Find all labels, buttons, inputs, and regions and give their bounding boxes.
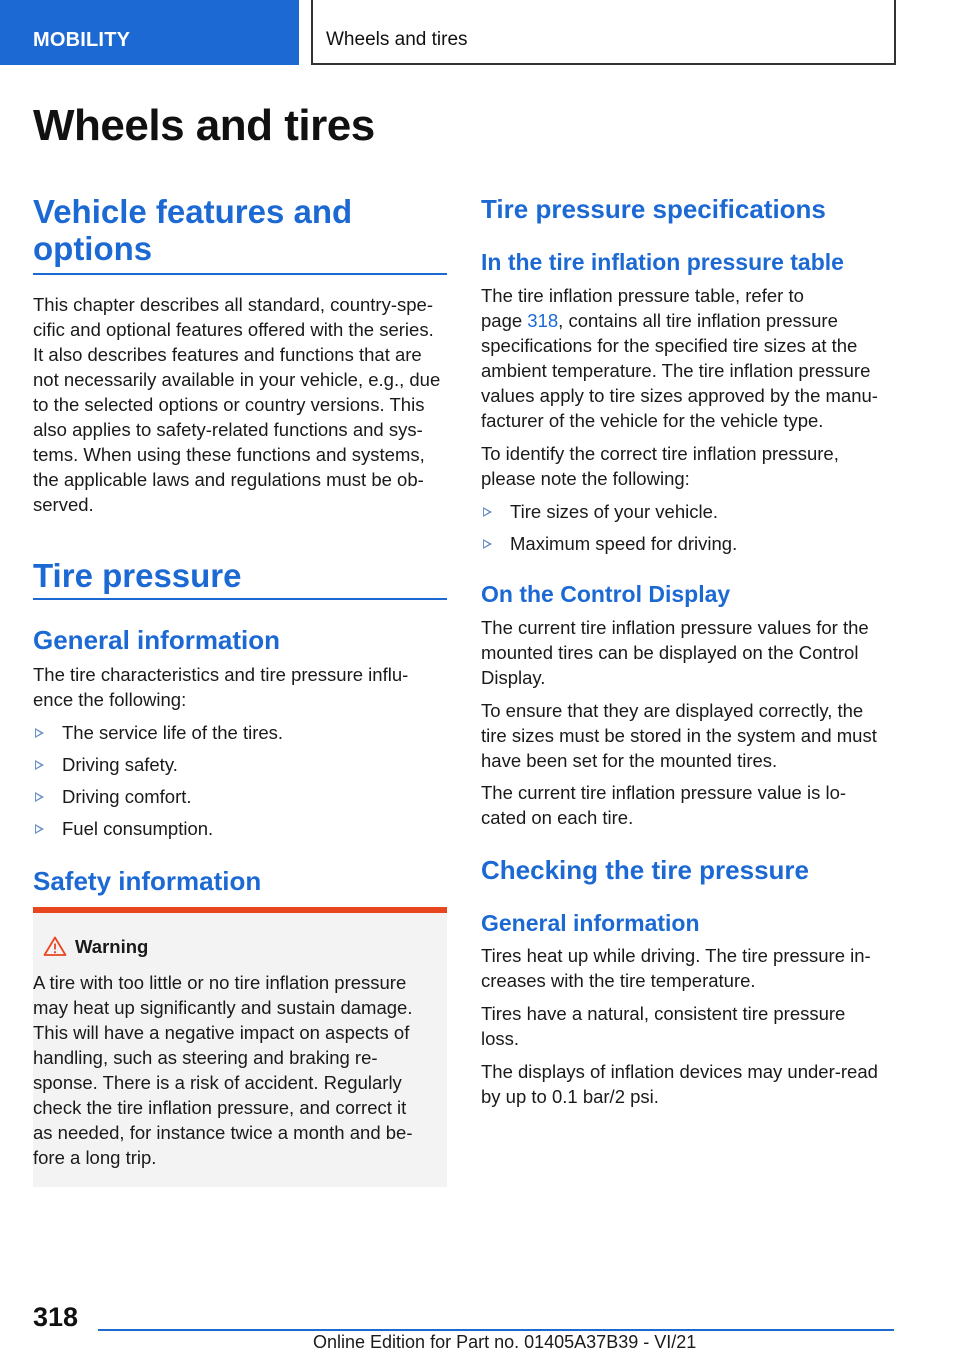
checking-general-subheading: General information bbox=[481, 910, 700, 936]
identify-paragraph bbox=[481, 441, 895, 491]
checking-paragraph-3 bbox=[481, 1059, 895, 1109]
text-line: This chapter describes all standard, country-spe- bbox=[33, 294, 433, 315]
table-paragraph bbox=[481, 283, 895, 433]
checking-paragraph-2 bbox=[481, 1001, 895, 1051]
heading-rule bbox=[33, 273, 447, 275]
text-line: to the selected options or country versions. This bbox=[33, 394, 425, 415]
text-fragment: , contains all tire inflation pressure bbox=[558, 310, 838, 331]
text-line: A tire with too little or no tire inflation pressure bbox=[33, 972, 407, 993]
general-info-paragraph bbox=[33, 662, 447, 712]
header-section-tab: MOBILITY bbox=[0, 0, 299, 65]
bullet-triangle-icon bbox=[35, 792, 44, 802]
vehicle-heading-line2: options bbox=[33, 230, 153, 267]
checking-heading: Checking the tire pressure bbox=[481, 855, 809, 885]
text-line: It also describes features and functions that are bbox=[33, 344, 422, 365]
control-paragraph-1 bbox=[481, 615, 895, 690]
warning-header bbox=[43, 936, 148, 958]
text-line: cated on each tire. bbox=[481, 807, 634, 828]
text-line: also applies to safety-related functions and sys- bbox=[33, 419, 423, 440]
text-line: Display. bbox=[481, 667, 546, 688]
text-line: To identify the correct tire inflation pressure, bbox=[481, 443, 839, 464]
text-line: ambient temperature. The tire inflation pressure bbox=[481, 360, 871, 381]
safety-info-heading: Safety information bbox=[33, 866, 262, 896]
text-line: The tire inflation pressure table, refer to bbox=[481, 285, 804, 306]
bullet-triangle-icon bbox=[483, 539, 492, 549]
text-line: The current tire inflation pressure values for the bbox=[481, 617, 869, 638]
list-item bbox=[33, 784, 447, 809]
text-line: tire sizes must be stored in the system and must bbox=[481, 725, 877, 746]
text-line: specifications for the specified tire sizes at the bbox=[481, 335, 858, 356]
identify-bullet-list bbox=[481, 499, 895, 563]
text-line: the applicable laws and regulations must be ob- bbox=[33, 469, 424, 490]
text-line: may heat up significantly and sustain damage. bbox=[33, 997, 413, 1018]
text-line: The current tire inflation pressure value is lo- bbox=[481, 782, 847, 803]
vehicle-features-paragraph bbox=[33, 292, 453, 517]
list-item bbox=[481, 499, 895, 524]
footer-rule bbox=[98, 1329, 894, 1331]
page-reference-link[interactable]: 318 bbox=[527, 310, 559, 331]
text-line: check the tire inflation pressure, and correct it bbox=[33, 1097, 407, 1118]
tire-pressure-section-heading bbox=[33, 557, 447, 600]
list-item-text: Driving comfort. bbox=[62, 786, 192, 807]
list-item bbox=[33, 816, 447, 841]
text-line: creases with the tire temperature. bbox=[481, 970, 756, 991]
list-item-text: Tire sizes of your vehicle. bbox=[510, 501, 719, 522]
text-line: values apply to tire sizes approved by the manu- bbox=[481, 385, 878, 406]
footer-edition: Online Edition for Part no. 01405A37B39 - VI/21 bbox=[313, 1332, 697, 1352]
table-subheading: In the tire inflation pressure table bbox=[481, 249, 844, 275]
text-line: mounted tires can be displayed on the Control bbox=[481, 642, 859, 663]
control-paragraph-2 bbox=[481, 698, 895, 773]
list-item bbox=[33, 720, 447, 745]
warning-text bbox=[33, 970, 433, 1170]
vehicle-features-heading bbox=[33, 193, 447, 275]
warning-label: Warning bbox=[75, 936, 149, 957]
list-item-text: Fuel consumption. bbox=[62, 818, 214, 839]
vehicle-heading-line1: Vehicle features and bbox=[33, 193, 353, 230]
text-line: by up to 0.1 bar/2 psi. bbox=[481, 1086, 659, 1107]
text-line: fore a long trip. bbox=[33, 1147, 157, 1168]
warning-triangle-icon bbox=[43, 936, 67, 956]
checking-paragraph-1 bbox=[481, 943, 895, 993]
list-item bbox=[33, 752, 447, 777]
text-line: please note the following: bbox=[481, 468, 690, 489]
text-line: as needed, for instance twice a month and be- bbox=[33, 1122, 413, 1143]
list-item-text: Driving safety. bbox=[62, 754, 178, 775]
general-info-bullet-list bbox=[33, 720, 447, 848]
text-line: tems. When using these functions and systems, bbox=[33, 444, 425, 465]
text-line: This will have a negative impact on aspects of bbox=[33, 1022, 410, 1043]
text-line: loss. bbox=[481, 1028, 520, 1049]
text-line: ence the following: bbox=[33, 689, 187, 710]
list-item-text: The service life of the tires. bbox=[62, 722, 284, 743]
specs-heading: Tire pressure specifications bbox=[481, 194, 826, 224]
bullet-triangle-icon bbox=[35, 760, 44, 770]
list-item bbox=[481, 531, 895, 556]
heading-rule bbox=[33, 598, 447, 600]
text-line: Tires heat up while driving. The tire pressure in- bbox=[481, 945, 871, 966]
control-paragraph-3 bbox=[481, 780, 895, 830]
text-line: facturer of the vehicle for the vehicle type. bbox=[481, 410, 824, 431]
text-line: The tire characteristics and tire pressure influ- bbox=[33, 664, 409, 685]
text-fragment: page bbox=[481, 310, 528, 331]
bullet-triangle-icon bbox=[35, 728, 44, 738]
tire-pressure-heading: Tire pressure bbox=[33, 557, 242, 594]
page-title: Wheels and tires bbox=[33, 101, 375, 150]
text-line: Tires have a natural, consistent tire pressure bbox=[481, 1003, 846, 1024]
control-display-subheading: On the Control Display bbox=[481, 581, 731, 607]
bullet-triangle-icon bbox=[35, 824, 44, 834]
header-chapter-title: Wheels and tires bbox=[311, 0, 896, 65]
page-number: 318 bbox=[33, 1302, 79, 1332]
text-line: not necessarily available in your vehicle, e.g., due bbox=[33, 369, 441, 390]
text-line: have been set for the mounted tires. bbox=[481, 750, 778, 771]
text-line: The displays of inflation devices may under-read bbox=[481, 1061, 878, 1082]
text-line: handling, such as steering and braking re- bbox=[33, 1047, 378, 1068]
text-line: To ensure that they are displayed correctly, the bbox=[481, 700, 864, 721]
list-item-text: Maximum speed for driving. bbox=[510, 533, 738, 554]
warning-box bbox=[33, 907, 447, 1187]
text-line: served. bbox=[33, 494, 94, 515]
text-line: cific and optional features offered with the series. bbox=[33, 319, 434, 340]
text-line: sponse. There is a risk of accident. Regularly bbox=[33, 1072, 402, 1093]
text-line bbox=[481, 308, 895, 333]
bullet-triangle-icon bbox=[483, 507, 492, 517]
general-info-heading: General information bbox=[33, 625, 281, 655]
